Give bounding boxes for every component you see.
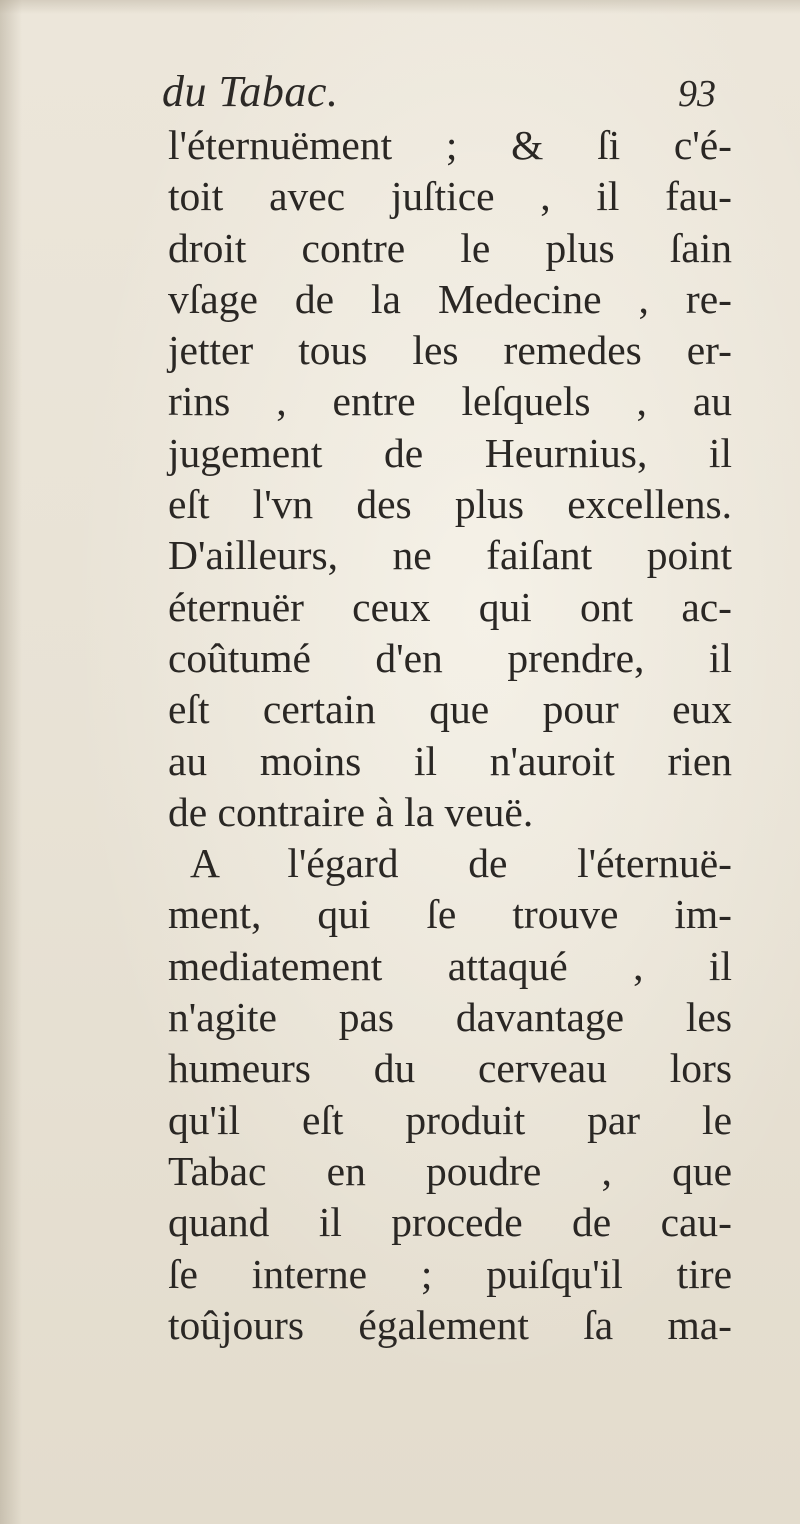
page-gutter-shadow — [0, 0, 22, 1524]
text-line: humeurs du cerveau lors — [168, 1045, 732, 1092]
running-title: du Tabac. — [162, 67, 339, 116]
text-line: n'agite pas davantage les — [168, 994, 732, 1041]
text-line: quand il procede de cau- — [168, 1199, 732, 1246]
text-line: mediatement attaqué , il — [168, 942, 732, 989]
text-line: éternuër ceux qui ont ac- — [168, 583, 732, 630]
text-line: coûtumé d'en prendre, il — [168, 634, 732, 681]
text-line: Tabac en poudre , que — [168, 1147, 732, 1194]
text-line: au moins il n'auroit rien — [168, 737, 732, 784]
text-line: droit contre le plus ſain — [168, 224, 732, 271]
text-line: jetter tous les remedes er- — [168, 327, 732, 374]
text-line: toûjours également ſa ma- — [168, 1301, 732, 1348]
text-line: vſage de la Medecine , re- — [168, 275, 732, 322]
text-line: A l'égard de l'éternuë- — [190, 840, 732, 887]
body-text — [168, 120, 732, 1351]
page-top-edge — [0, 0, 800, 14]
text-line: ment, qui ſe trouve im- — [168, 891, 732, 938]
text-line: qu'il eſt produit par le — [168, 1096, 732, 1143]
text-line: ſe interne ; puiſqu'il tire — [168, 1250, 732, 1297]
text-line: D'ailleurs, ne faiſant point — [168, 532, 732, 579]
text-line: eſt l'vn des plus excellens. — [168, 481, 732, 528]
page-number: 93 — [678, 73, 716, 115]
text-line: l'éternuëment ; & ſi c'é- — [168, 122, 732, 168]
text-line: eſt certain que pour eux — [168, 686, 732, 733]
text-line: toit avec juſtice , il fau- — [168, 173, 732, 220]
text-line: de contraire à la veuë. — [168, 788, 534, 835]
text-line: rins , entre leſquels , au — [168, 378, 732, 425]
text-line: jugement de Heurnius, il — [168, 429, 732, 476]
